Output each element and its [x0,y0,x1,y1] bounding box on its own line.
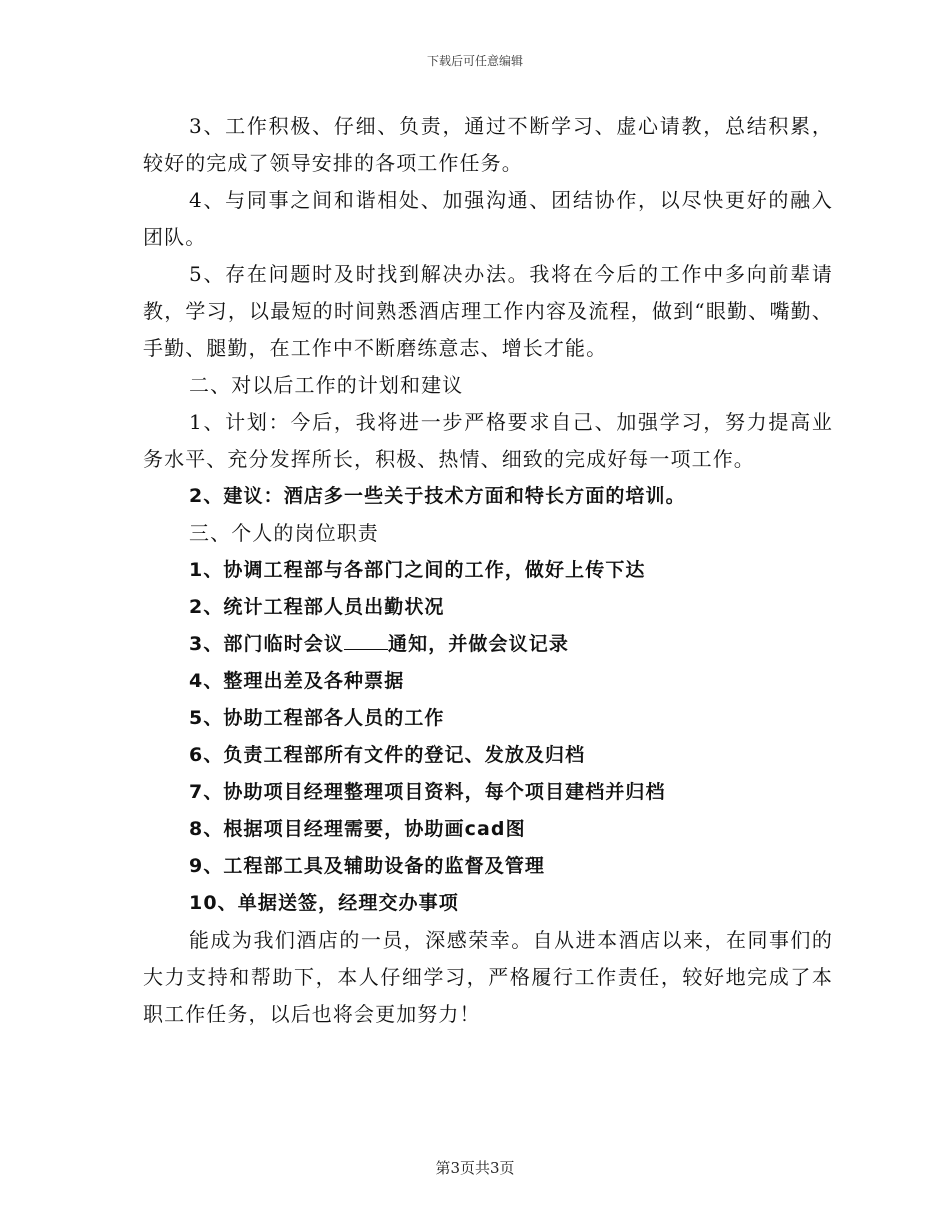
blank-underline [344,631,388,650]
paragraph-item-3: 3、工作积极、仔细、负责，通过不断学习、虚心请教，总结积累，较好的完成了领导安排的各项工作任务。 [143,114,833,175]
duty-item-7: 7、协助项目经理整理项目资料，每个项目建档并归档 [189,781,666,803]
paragraph-item-4: 4、与同事之间和谐相处、加强沟通、团结协作，以尽快更好的融入团队。 [143,188,833,249]
duty-item-3-part-a: 部门临时会议 [223,633,345,655]
duty-item-3-part-b: 通知，并做会议记录 [388,633,569,655]
section-heading-duties: 三、个人的岗位职责 [189,521,379,545]
header-note: 下载后可任意编辑 [426,54,523,68]
closing-paragraph: 能成为我们酒店的一员，深感荣幸。自从进本酒店以来，在同事们的大力支持和帮助下，本人仔细学习，严格履行工作责任，较好地完成了本职工作任务，以后也将会更加努力！ [143,928,833,1026]
page-footer: 第3页共3页 [435,1159,515,1177]
document-body [143,108,833,1033]
paragraph-suggestion: 2、建议：酒店多一些关于技术方面和特长方面的培训。 [189,485,686,507]
paragraph-item-5: 5、存在问题时及时找到解决办法。我将在今后的工作中多向前辈请教，学习，以最短的时间熟悉酒店理工作内容及流程，做到“眼勤、嘴勤、手勤、腿勤，在工作中不断磨练意志、增长才能。 [143,262,833,360]
duty-item-2: 2、统计工程部人员出勤状况 [189,596,445,618]
paragraph-plan: 1、计划：今后，我将进一步严格要求自己、加强学习，努力提高业务水平、充分发挥所长，积极、热情、细致的完成好每一项工作。 [143,410,833,471]
duty-item-1: 1、协调工程部与各部门之间的工作，做好上传下达 [189,559,646,581]
duty-item-5: 5、协助工程部各人员的工作 [189,707,445,729]
section-heading-plans: 二、对以后工作的计划和建议 [189,373,464,397]
duty-item-4: 4、整理出差及各种票据 [189,670,405,692]
duty-item-6: 6、负责工程部所有文件的登记、发放及归档 [189,744,586,766]
duty-item-8: 8、根据项目经理需要，协助画cad图 [189,818,526,840]
duty-item-3 [143,626,833,663]
duty-item-3-number: 3、 [189,633,224,655]
duty-item-10: 10、单据送签，经理交办事项 [189,892,459,914]
duty-item-9: 9、工程部工具及辅助设备的监督及管理 [189,855,546,877]
